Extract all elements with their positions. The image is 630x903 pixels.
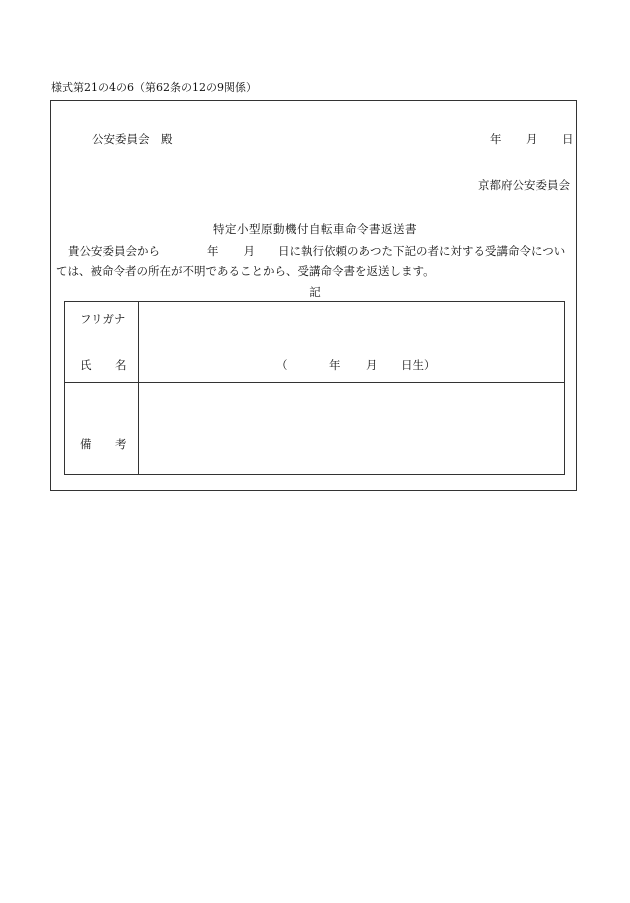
- date-day: 日: [562, 132, 574, 146]
- body-year: 年: [207, 244, 219, 258]
- body-line-2: ては、被命令者の所在が不明であることから、受講命令書を返送します。: [56, 264, 435, 278]
- body-prefix: 貴公安委員会から: [68, 244, 160, 258]
- birth-open: （: [276, 358, 288, 372]
- date-month: 月: [526, 132, 538, 146]
- body-month: 月: [243, 244, 255, 258]
- name-label-1: 氏: [80, 358, 92, 372]
- ki-label: 記: [309, 285, 321, 299]
- remarks-label-1: 備: [80, 437, 92, 451]
- body-line-1: [68, 246, 565, 258]
- form-number: 様式第21の4の6（第62条の12の9関係）: [51, 81, 257, 94]
- column-divider: [138, 302, 139, 474]
- furigana-label: フリガナ: [80, 312, 126, 326]
- birth-month: 月: [366, 358, 378, 372]
- date-year: 年: [490, 132, 502, 146]
- document-title: 特定小型原動機付自転車命令書返送書: [213, 222, 417, 236]
- body-suffix: 日に執行依頼のあつた下記の者に対する受講命令につい: [278, 244, 566, 258]
- name-label-2: 名: [115, 358, 127, 372]
- row-divider: [65, 382, 564, 383]
- birth-year: 年: [329, 358, 341, 372]
- record-table: [64, 301, 565, 475]
- remarks-label-2: 考: [115, 437, 127, 451]
- issuer: 京都府公安委員会: [478, 178, 570, 192]
- birth-suffix: 日生）: [401, 358, 436, 372]
- addressee: 公安委員会 殿: [92, 132, 173, 146]
